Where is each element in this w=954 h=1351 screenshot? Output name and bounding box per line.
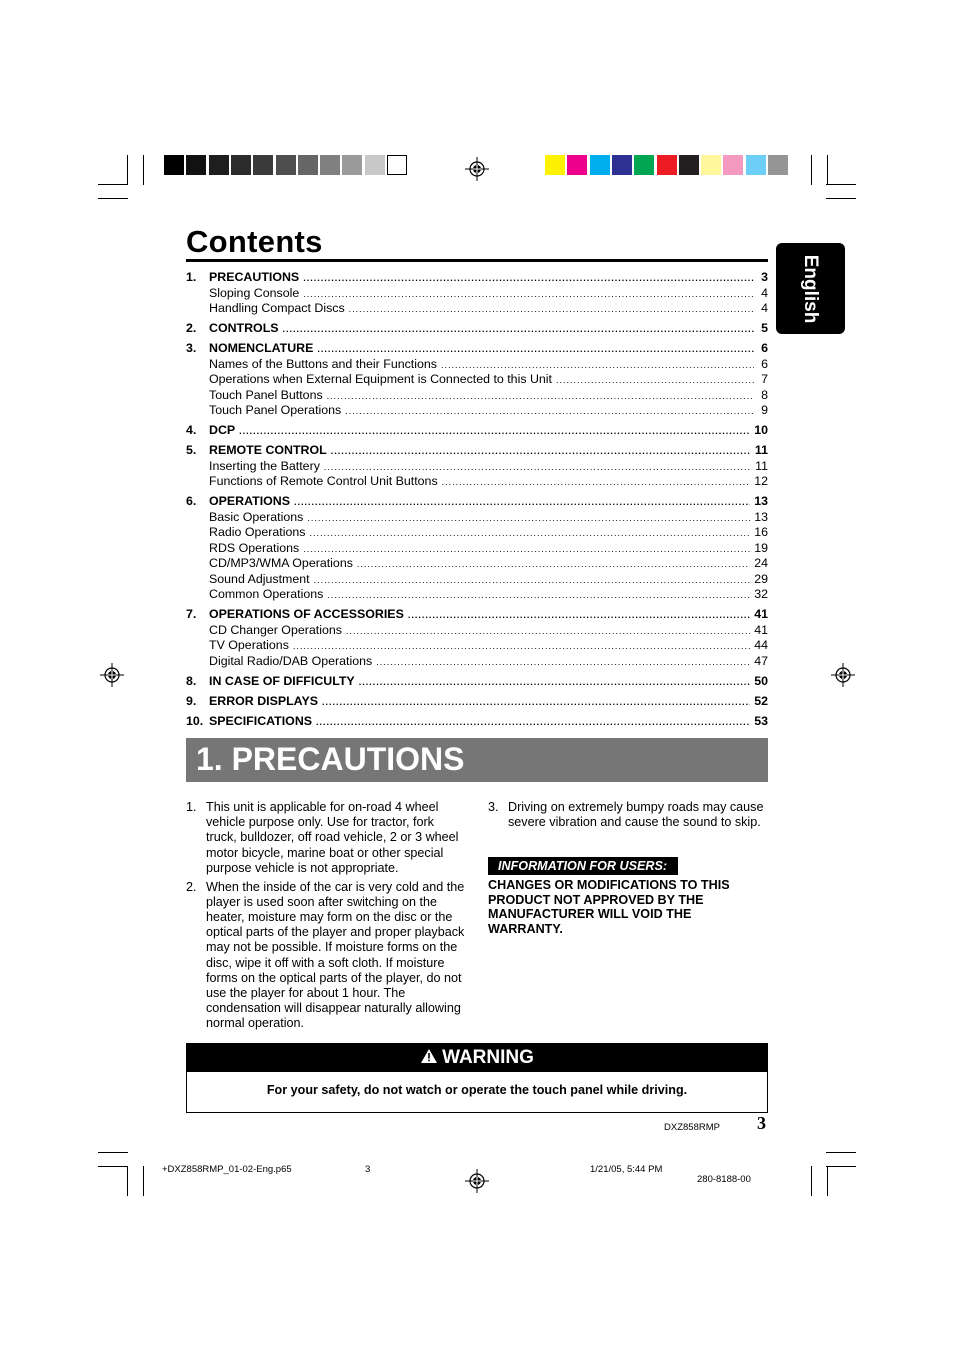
registration-mark-icon	[465, 157, 489, 181]
toc-subentry[interactable]	[186, 372, 768, 388]
toc-subentry[interactable]	[186, 556, 768, 572]
gray-swatch	[320, 155, 340, 175]
toc-sub-page: 44	[754, 638, 768, 652]
toc-sub-page: 4	[761, 285, 768, 300]
toc-subentry[interactable]	[186, 474, 768, 490]
toc-subentry[interactable]	[186, 638, 768, 654]
toc-leader	[293, 639, 750, 654]
toc-subentry[interactable]	[186, 459, 768, 475]
toc-leader	[376, 655, 750, 670]
toc-number: 5.	[186, 443, 197, 457]
toc-label: ERROR DISPLAYS	[209, 693, 319, 708]
crop-mark	[127, 1166, 128, 1196]
warning-text: For your safety, do not watch or operate the touch panel while driving.	[266, 1083, 688, 1097]
crop-mark	[98, 1166, 128, 1167]
footer-file: +DXZ858RMP_01-02-Eng.p65	[162, 1164, 292, 1175]
toc-subentry[interactable]	[186, 286, 768, 302]
toc-subentry[interactable]	[186, 301, 768, 317]
toc-leader	[322, 695, 750, 710]
toc-page: 13	[754, 494, 768, 508]
footer-part-number: 280-8188-00	[697, 1174, 751, 1185]
page-title: Contents	[186, 224, 323, 259]
crop-mark	[826, 1166, 856, 1167]
toc-label: OPERATIONS OF ACCESSORIES	[209, 607, 404, 621]
toc-sub-page: 13	[754, 509, 768, 524]
toc-page: 41	[754, 607, 768, 621]
gray-swatch	[186, 155, 206, 175]
toc-sub-label: Touch Panel Buttons	[209, 387, 323, 402]
toc-entry[interactable]	[186, 674, 768, 690]
gray-swatch	[209, 155, 229, 175]
color-swatch	[768, 155, 788, 175]
toc-subentry[interactable]	[186, 510, 768, 526]
precautions-left-column	[186, 800, 466, 1035]
toc-leader	[303, 287, 754, 302]
toc-sub-page: 8	[761, 387, 768, 402]
page-number: 3	[757, 1113, 766, 1133]
gray-swatch	[342, 155, 362, 175]
registration-mark-icon	[831, 663, 855, 687]
toc-leader	[331, 444, 751, 459]
toc-page: 11	[754, 443, 768, 457]
toc-leader	[324, 460, 751, 475]
registration-mark-icon	[465, 1169, 489, 1193]
gray-swatch	[253, 155, 273, 175]
toc-sub-label: Basic Operations	[209, 509, 304, 524]
footer-file-page: 3	[365, 1164, 371, 1175]
item-number: 2.	[186, 879, 197, 894]
toc-label: CONTROLS	[209, 321, 279, 335]
info-label: INFORMATION FOR USERS:	[488, 857, 678, 875]
toc-leader	[317, 342, 754, 357]
toc-sub-label: Common Operations	[209, 587, 324, 601]
toc-sub-page: 47	[754, 653, 768, 668]
toc-leader	[345, 404, 754, 419]
toc-sub-page: 7	[761, 372, 768, 386]
footer-datetime: 1/21/05, 5:44 PM	[590, 1164, 663, 1175]
toc-sub-label: Inserting the Battery	[209, 458, 320, 473]
toc-leader	[303, 542, 750, 557]
toc-sub-label: Names of the Buttons and their Functions	[209, 356, 437, 371]
crop-mark	[826, 198, 856, 199]
color-swatch	[612, 155, 632, 175]
toc-sub-label: Operations when External Equipment is Connected to this Unit	[209, 372, 552, 386]
toc-label: NOMENCLATURE	[209, 341, 314, 355]
toc-number: 9.	[186, 693, 197, 708]
item-text: This unit is applicable for on-road 4 wheel vehicle purpose only. Use for tractor, fork truck, bulldozer, off road vehicle, 2 or 3 wheel motor bicycle, marine boat or other special purpose vehicle is not appropriate.	[206, 800, 459, 875]
info-notice: CHANGES OR MODIFICATIONS TO THIS PRODUCT NOT APPROVED BY THE MANUFACTURER WILL VOID THE WARRANTY.	[488, 878, 730, 936]
item-number: 3.	[488, 800, 499, 814]
toc-page: 53	[754, 713, 768, 728]
toc-number: 4.	[186, 423, 197, 437]
toc-leader	[294, 495, 750, 510]
toc-entry[interactable]	[186, 694, 768, 710]
toc-entry[interactable]	[186, 443, 768, 459]
toc-entry[interactable]	[186, 494, 768, 510]
toc-leader	[283, 322, 754, 337]
table-of-contents	[186, 270, 768, 729]
toc-page: 3	[761, 270, 768, 284]
crop-mark	[827, 155, 828, 185]
toc-page: 10	[754, 423, 768, 437]
gray-swatch	[276, 155, 296, 175]
toc-leader	[349, 302, 754, 317]
crop-mark	[143, 1166, 144, 1196]
toc-leader	[316, 715, 750, 730]
toc-subentry[interactable]	[186, 572, 768, 588]
toc-leader	[441, 358, 754, 373]
toc-subentry[interactable]	[186, 587, 768, 603]
toc-leader	[408, 608, 750, 623]
toc-entry[interactable]	[186, 321, 768, 337]
toc-sub-page: 19	[754, 540, 768, 555]
toc-number: 6.	[186, 494, 197, 508]
crop-mark	[826, 184, 856, 185]
toc-sub-label: Handling Compact Discs	[209, 301, 345, 315]
color-swatch	[679, 155, 699, 175]
toc-page: 6	[761, 341, 768, 355]
item-number: 1.	[186, 800, 197, 814]
color-swatch	[701, 155, 721, 175]
toc-page: 52	[754, 693, 768, 708]
color-swatch	[567, 155, 587, 175]
toc-sub-label: Sloping Console	[209, 285, 300, 300]
toc-leader	[307, 511, 750, 526]
warning-triangle-icon	[420, 1048, 438, 1064]
gray-swatch	[298, 155, 318, 175]
toc-entry[interactable]	[186, 607, 768, 623]
toc-entry[interactable]	[186, 270, 768, 286]
precaution-item	[186, 800, 466, 876]
crop-mark	[826, 1152, 856, 1153]
gray-swatch	[231, 155, 251, 175]
toc-label: REMOTE CONTROL	[209, 443, 327, 457]
language-tab-label: English	[800, 254, 821, 324]
crop-mark	[127, 155, 128, 185]
toc-sub-label: Sound Adjustment	[209, 571, 310, 586]
toc-sub-page: 29	[754, 571, 768, 586]
toc-sub-page: 12	[754, 474, 768, 488]
toc-leader	[556, 373, 754, 388]
toc-label: OPERATIONS	[209, 494, 291, 508]
toc-entry[interactable]	[186, 714, 768, 730]
crop-mark	[98, 184, 128, 185]
toc-sub-label: Functions of Remote Control Unit Buttons	[209, 474, 438, 488]
toc-label: SPECIFICATIONS	[209, 713, 313, 728]
toc-label: PRECAUTIONS	[209, 270, 300, 284]
toc-sub-label: CD Changer Operations	[209, 622, 342, 637]
toc-sub-label: Radio Operations	[209, 525, 306, 539]
toc-sub-page: 16	[754, 525, 768, 539]
toc-label: DCP	[209, 423, 236, 437]
toc-entry[interactable]	[186, 423, 768, 439]
toc-sub-page: 24	[754, 556, 768, 570]
gray-swatch	[365, 155, 385, 175]
toc-leader	[327, 588, 750, 603]
section-heading: 1. PRECAUTIONS	[196, 741, 465, 777]
color-swatch	[590, 155, 610, 175]
toc-leader	[309, 526, 750, 541]
gray-swatch	[387, 155, 407, 175]
item-text: When the inside of the car is very cold and the player is used soon after switching on the heater, moisture may form on the disc or the optical parts of the player and proper playback may not be possible. If moisture forms on the disc, wipe it off with a soft cloth. If moisture forms on the optical parts of the player, do not use the player for about 1 hour. The condensation will disappear naturally allowing normal operation.	[206, 879, 465, 1031]
toc-subentry[interactable]	[186, 357, 768, 373]
toc-leader	[442, 475, 751, 490]
toc-entry[interactable]	[186, 341, 768, 357]
toc-leader	[346, 624, 750, 639]
toc-subentry[interactable]	[186, 388, 768, 404]
language-tab	[776, 243, 845, 334]
crop-mark	[811, 1166, 812, 1196]
precaution-item	[488, 800, 770, 830]
registration-mark-icon	[100, 663, 124, 687]
precautions-right-column	[488, 800, 770, 834]
toc-leader	[327, 389, 754, 404]
toc-leader	[239, 424, 750, 439]
crop-mark	[98, 198, 128, 199]
toc-sub-page: 32	[754, 587, 768, 601]
color-swatch	[723, 155, 743, 175]
toc-number: 8.	[186, 673, 197, 688]
color-swatch	[657, 155, 677, 175]
toc-subentry[interactable]	[186, 525, 768, 541]
toc-number: 3.	[186, 341, 197, 355]
toc-leader	[357, 557, 750, 572]
toc-sub-label: RDS Operations	[209, 540, 300, 555]
crop-mark	[811, 155, 812, 185]
toc-sub-page: 6	[761, 356, 768, 371]
toc-sub-label: Touch Panel Operations	[209, 403, 342, 417]
toc-sub-label: CD/MP3/WMA Operations	[209, 556, 353, 570]
toc-sub-page: 11	[755, 458, 768, 473]
warning-heading: WARNING	[442, 1047, 534, 1068]
toc-sub-label: Digital Radio/DAB Operations	[209, 653, 373, 668]
toc-number: 1.	[186, 270, 197, 284]
item-text: Driving on extremely bumpy roads may cause severe vibration and cause the sound to skip.	[508, 800, 764, 830]
crop-mark	[98, 1152, 128, 1153]
color-swatch	[746, 155, 766, 175]
crop-mark	[143, 155, 144, 185]
precaution-item	[186, 880, 466, 1032]
toc-subentry[interactable]	[186, 541, 768, 557]
toc-leader	[359, 675, 751, 690]
toc-label: IN CASE OF DIFFICULTY	[209, 673, 355, 688]
toc-sub-label: TV Operations	[209, 638, 289, 652]
toc-page: 50	[754, 673, 768, 688]
footer-model: DXZ858RMP	[664, 1122, 720, 1133]
crop-mark	[827, 1166, 828, 1196]
toc-leader	[303, 271, 754, 286]
toc-sub-page: 9	[761, 403, 768, 417]
toc-number: 7.	[186, 607, 197, 621]
gray-swatch	[164, 155, 184, 175]
toc-sub-page: 4	[761, 301, 768, 315]
toc-subentry[interactable]	[186, 623, 768, 639]
toc-subentry[interactable]	[186, 654, 768, 670]
toc-number: 10.	[186, 713, 204, 728]
toc-subentry[interactable]	[186, 403, 768, 419]
color-swatch	[634, 155, 654, 175]
color-swatch	[545, 155, 565, 175]
toc-page: 5	[761, 321, 768, 335]
toc-number: 2.	[186, 321, 197, 335]
warning-header	[187, 1044, 767, 1072]
toc-sub-page: 41	[754, 622, 768, 637]
title-rule	[186, 259, 768, 262]
toc-leader	[314, 573, 751, 588]
